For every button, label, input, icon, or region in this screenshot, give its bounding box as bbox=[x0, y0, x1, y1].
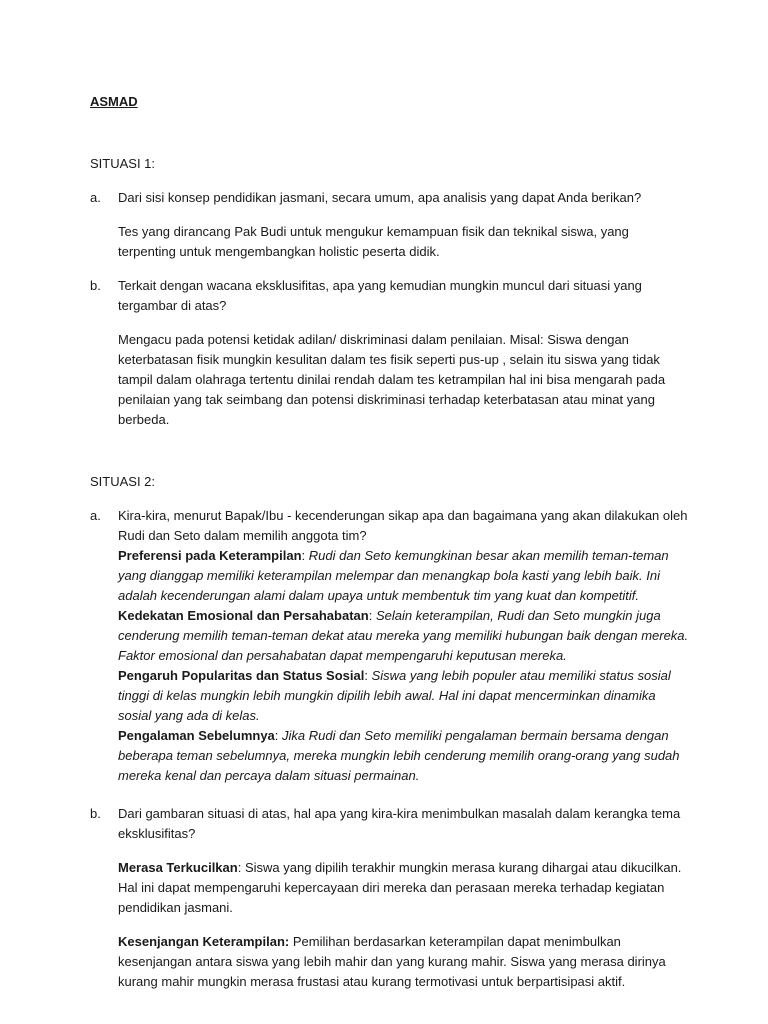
s1-question-b bbox=[90, 276, 690, 430]
s1-a-answer: Tes yang dirancang Pak Budi untuk mengukur kemampuan fisik dan teknikal siswa, yang terpenting untuk mengembangkan holistic peserta didik. bbox=[118, 224, 629, 259]
s2-a-point-4: Pengalaman Sebelumnya: Jika Rudi dan Seto memiliki pengalaman bermain bersama dengan beberapa teman sebelumnya, mereka mungkin lebih cenderung memilih orang-orang yang sudah mereka kenal dan percaya dalam situasi permainan. bbox=[118, 728, 680, 783]
s2-a-point-2-text: Selain keterampilan, Rudi dan Seto mungkin juga cenderung memilih teman-teman dekat atau mereka yang memiliki hubungan baik dengan mereka. Faktor emosional dan persahabatan dapat mempengaruhi keputusan mereka. bbox=[118, 608, 689, 663]
s2-b-point-1-label: Merasa Terkucilkan bbox=[118, 860, 238, 875]
s2-a-point-2-label: Kedekatan Emosional dan Persahabatan bbox=[118, 608, 369, 623]
s2-a-point-4-label: Pengalaman Sebelumnya bbox=[118, 728, 275, 743]
s2-a-letter: a. bbox=[90, 508, 101, 523]
s2-b-letter: b. bbox=[90, 806, 101, 821]
s1-question-a bbox=[90, 188, 690, 262]
s2-b-point-1-text: Siswa yang dipilih terakhir mungkin merasa kurang dihargai atau dikucilkan. Hal ini dapat mempengaruhi kepercayaan diri mereka dan perasaan mereka terhadap kegiatan pendidikan jasmani. bbox=[118, 860, 682, 915]
s2-a-point-2: Kedekatan Emosional dan Persahabatan: Selain keterampilan, Rudi dan Seto mungkin juga cenderung memilih teman-teman dekat atau mereka yang memiliki hubungan baik dengan mereka. Faktor emosional dan persahabatan dapat mempengaruhi keputusan mereka. bbox=[118, 608, 689, 663]
s2-b-point-2-text: Pemilihan berdasarkan keterampilan dapat menimbulkan kesenjangan antara siswa yang lebih mahir dan yang kurang mahir. Siswa yang merasa dirinya kurang mahir mungkin merasa frustasi atau kurang termotivasi untuk berpartisipasi aktif. bbox=[118, 934, 666, 989]
s2-a-point-3-text: Siswa yang lebih populer atau memiliki status sosial tinggi di kelas mungkin lebih mungkin dipilih lebih awal. Hal ini dapat mencerminkan dinamika sosial yang ada di kelas. bbox=[118, 668, 671, 723]
s1-b-letter: b. bbox=[90, 278, 101, 293]
s2-a-point-3: Pengaruh Popularitas dan Status Sosial: Siswa yang lebih populer atau memiliki status sosial tinggi di kelas mungkin lebih mungkin dipilih lebih awal. Hal ini dapat mencerminkan dinamika sosial yang ada di kelas. bbox=[118, 668, 671, 723]
s2-a-point-3-label: Pengaruh Popularitas dan Status Sosial bbox=[118, 668, 365, 683]
s2-b-question: Dari gambaran situasi di atas, hal apa yang kira-kira menimbulkan masalah dalam kerangka tema eksklusifitas? bbox=[118, 806, 681, 841]
s1-a-question: Dari sisi konsep pendidikan jasmani, secara umum, apa analisis yang dapat Anda berikan? bbox=[118, 190, 642, 205]
document-title: ASMAD bbox=[90, 94, 138, 109]
s2-a-point-1-text: Rudi dan Seto kemungkinan besar akan memilih teman-teman yang dianggap memiliki keterampilan melempar dan menangkap bola kasti yang lebih baik. Ini adalah kecenderungan alami dalam upaya untuk membentuk tim yang kuat dan kompetitif. bbox=[118, 548, 669, 603]
situation-2-heading: SITUASI 2: bbox=[90, 474, 156, 489]
s2-b-point-1: Merasa Terkucilkan: Siswa yang dipilih terakhir mungkin merasa kurang dihargai atau dikucilkan. Hal ini dapat mempengaruhi kepercayaan diri mereka dan perasaan mereka terhadap kegiatan pendidikan jasmani. bbox=[118, 860, 682, 915]
s2-a-question: Kira-kira, menurut Bapak/Ibu - kecenderungan sikap apa dan bagaimana yang akan dilakukan oleh Rudi dan Seto dalam memilih anggota tim? bbox=[118, 508, 688, 543]
s2-a-point-1: Preferensi pada Keterampilan: Rudi dan Seto kemungkinan besar akan memilih teman-teman yang dianggap memiliki keterampilan melempar dan menangkap bola kasti yang lebih baik. Ini adalah kecenderungan alami dalam upaya untuk membentuk tim yang kuat dan kompetitif. bbox=[118, 548, 669, 603]
s1-b-question: Terkait dengan wacana eksklusifitas, apa yang kemudian mungkin muncul dari situasi yang tergambar di atas? bbox=[118, 278, 642, 313]
s2-b-point-2-label: Kesenjangan Keterampilan: bbox=[118, 934, 290, 949]
s2-b-point-2 bbox=[118, 932, 690, 992]
s2-question-b bbox=[90, 804, 690, 992]
s2-question-a bbox=[90, 506, 690, 786]
s2-a-point-4-text: Jika Rudi dan Seto memiliki pengalaman bermain bersama dengan beberapa teman sebelumnya, mereka mungkin lebih cenderung memilih orang-orang yang sudah mereka kenal dan percaya dalam situasi permainan. bbox=[118, 728, 680, 783]
situation-1-heading: SITUASI 1: bbox=[90, 156, 156, 171]
document-page bbox=[90, 92, 690, 1006]
s1-a-letter: a. bbox=[90, 190, 101, 205]
s1-b-answer: Mengacu pada potensi ketidak adilan/ diskriminasi dalam penilaian. Misal: Siswa dengan keterbatasan fisik mungkin kesulitan dalam tes fisik seperti pus-up , selain itu siswa yang tidak tampil dalam olahraga tertentu dinilai rendah dalam tes ketrampilan hal ini bisa mengarah pada penilaian yang tak seimbang dan potensi diskriminasi terhadap keterbatasan atau minat yang berbeda. bbox=[118, 332, 666, 427]
s2-a-point-1-label: Preferensi pada Keterampilan bbox=[118, 548, 302, 563]
